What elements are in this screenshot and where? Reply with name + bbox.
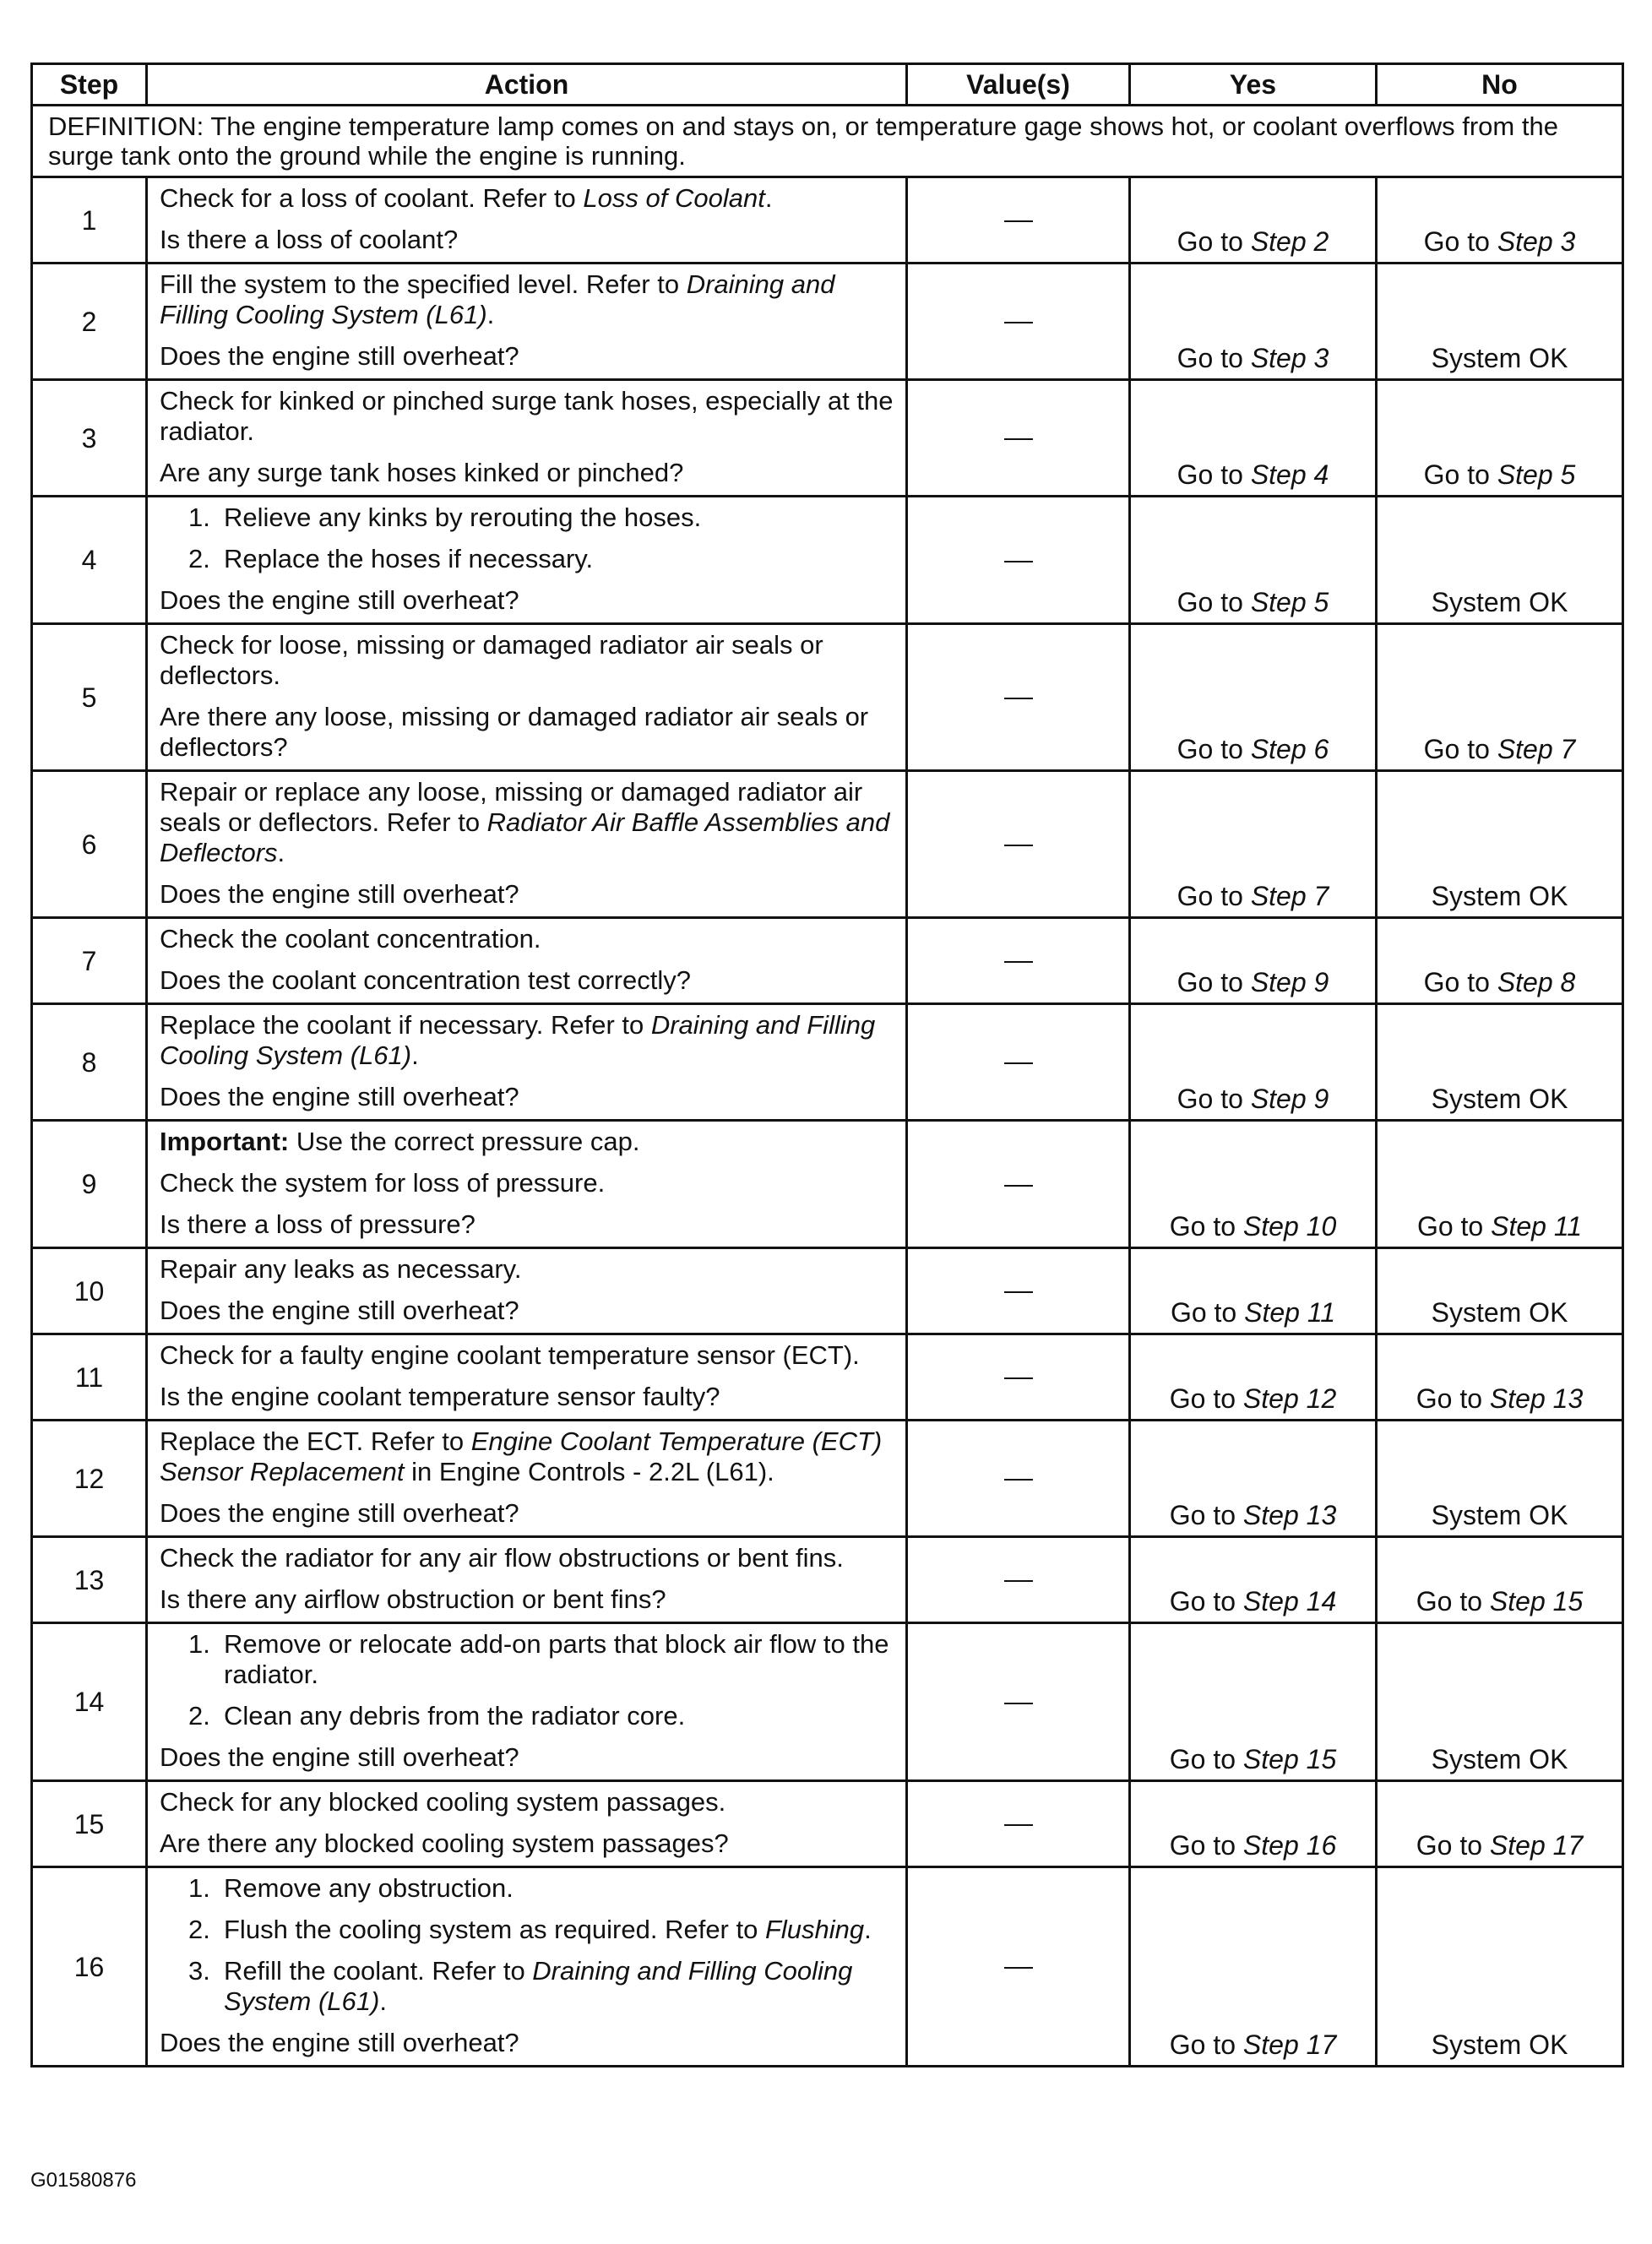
text-segment: Relieve any kinks by rerouting the hoses. xyxy=(224,503,702,532)
action-text xyxy=(160,1010,894,1071)
list-number: 1. xyxy=(188,503,210,532)
text-segment: . xyxy=(764,183,773,213)
action-cell xyxy=(147,1537,907,1623)
value-cell xyxy=(907,380,1130,497)
table-row xyxy=(32,1537,1623,1623)
action-list-item xyxy=(160,544,894,574)
yes-text: Go to xyxy=(1169,1830,1243,1861)
action-cell xyxy=(147,1867,907,2067)
yes-cell xyxy=(1130,1623,1377,1781)
no-cell xyxy=(1377,1623,1623,1781)
text-segment: Check for kinked or pinched surge tank hoses, especially at the radiator. xyxy=(160,386,894,446)
action-text xyxy=(160,1296,894,1326)
action-text xyxy=(160,924,894,954)
text-segment: Are there any blocked cooling system passages? xyxy=(160,1828,729,1858)
yes-step-reference: Step 15 xyxy=(1242,1744,1337,1774)
important-label: Important: xyxy=(160,1127,290,1156)
step-number: 4 xyxy=(32,497,147,624)
yes-text: Go to xyxy=(1169,1744,1243,1774)
action-text xyxy=(160,269,894,330)
yes-step-reference: Step 2 xyxy=(1250,226,1329,257)
value-cell xyxy=(907,1537,1130,1623)
action-text xyxy=(160,183,894,214)
yes-cell xyxy=(1130,1781,1377,1867)
list-number: 2. xyxy=(188,544,210,573)
text-segment: Remove any obstruction. xyxy=(224,1873,514,1903)
no-text: System OK xyxy=(1431,587,1568,617)
action-header: Action xyxy=(147,64,907,106)
action-text xyxy=(160,1584,894,1615)
no-cell xyxy=(1377,1421,1623,1537)
text-segment: Are there any loose, missing or damaged radiator air seals or deflectors? xyxy=(160,702,869,762)
dash-mark xyxy=(1004,1580,1033,1582)
step-number: 6 xyxy=(32,771,147,918)
yes-step-reference: Step 3 xyxy=(1250,343,1329,373)
yes-step-reference: Step 9 xyxy=(1250,1084,1329,1114)
table-row xyxy=(32,380,1623,497)
text-segment: in Engine Controls - 2.2L (L61). xyxy=(404,1457,774,1486)
value-cell xyxy=(907,624,1130,771)
yes-cell xyxy=(1130,624,1377,771)
step-number: 1 xyxy=(32,177,147,264)
action-text xyxy=(160,1127,894,1157)
yes-step-reference: Step 16 xyxy=(1242,1830,1337,1861)
no-cell xyxy=(1377,1248,1623,1334)
table-row xyxy=(32,624,1623,771)
text-segment: Is there any airflow obstruction or bent fins? xyxy=(160,1584,666,1614)
yes-cell xyxy=(1130,918,1377,1004)
no-text: System OK xyxy=(1431,2029,1568,2060)
action-cell xyxy=(147,497,907,624)
text-segment: Check the system for loss of pressure. xyxy=(160,1168,606,1198)
yes-step-reference: Step 12 xyxy=(1242,1383,1337,1414)
step-number: 9 xyxy=(32,1121,147,1248)
no-text: Go to xyxy=(1416,1383,1490,1414)
yes-text: Go to xyxy=(1169,1500,1243,1530)
action-text xyxy=(160,1082,894,1112)
step-header: Step xyxy=(32,64,147,106)
reference-link-text: Draining and Filling Cooling System (L61) xyxy=(160,269,835,329)
yes-cell xyxy=(1130,1867,1377,2067)
action-text xyxy=(160,341,894,372)
action-text xyxy=(160,1543,894,1573)
action-text xyxy=(160,630,894,691)
yes-cell xyxy=(1130,771,1377,918)
action-list-item xyxy=(160,1956,894,2017)
text-segment: . xyxy=(864,1915,872,1944)
dash-mark xyxy=(1004,1185,1033,1187)
step-number: 2 xyxy=(32,264,147,380)
table-row xyxy=(32,771,1623,918)
no-header: No xyxy=(1377,64,1623,106)
value-cell xyxy=(907,1781,1130,1867)
action-cell xyxy=(147,1334,907,1421)
action-cell xyxy=(147,1248,907,1334)
yes-text: Go to xyxy=(1170,1297,1245,1328)
action-text xyxy=(160,879,894,910)
text-segment: Does the engine still overheat? xyxy=(160,1082,519,1111)
reference-link-text: Draining and Filling Cooling System (L61) xyxy=(224,1956,853,2016)
step-number: 11 xyxy=(32,1334,147,1421)
action-text xyxy=(160,458,894,488)
text-segment: Replace the ECT. Refer to xyxy=(160,1426,471,1456)
no-step-reference: Step 13 xyxy=(1489,1383,1584,1414)
yes-text: Go to xyxy=(1169,1211,1243,1242)
text-segment: Is there a loss of coolant? xyxy=(160,225,459,254)
yes-step-reference: Step 6 xyxy=(1250,734,1329,764)
text-segment: Does the engine still overheat? xyxy=(160,1498,519,1528)
step-number: 12 xyxy=(32,1421,147,1537)
dash-mark xyxy=(1004,845,1033,846)
text-segment: Flush the cooling system as required. Refer to xyxy=(224,1915,765,1944)
no-cell xyxy=(1377,380,1623,497)
action-cell xyxy=(147,380,907,497)
no-text: System OK xyxy=(1431,1297,1568,1328)
dash-mark xyxy=(1004,1291,1033,1293)
text-segment: . xyxy=(379,1986,387,2016)
no-cell xyxy=(1377,624,1623,771)
action-text xyxy=(160,1498,894,1529)
table-row xyxy=(32,1248,1623,1334)
no-text: Go to xyxy=(1416,1830,1490,1861)
yes-step-reference: Step 17 xyxy=(1242,2029,1337,2060)
values-header: Value(s) xyxy=(907,64,1130,106)
no-text: System OK xyxy=(1431,1744,1568,1774)
yes-text: Go to xyxy=(1169,1383,1243,1414)
action-text xyxy=(160,777,894,868)
no-cell xyxy=(1377,497,1623,624)
value-cell xyxy=(907,1334,1130,1421)
dash-mark xyxy=(1004,438,1033,440)
action-cell xyxy=(147,264,907,380)
step-number: 16 xyxy=(32,1867,147,2067)
reference-link-text: Loss of Coolant xyxy=(583,183,765,213)
no-step-reference: Step 17 xyxy=(1489,1830,1584,1861)
text-segment: Check for loose, missing or damaged radiator air seals or deflectors. xyxy=(160,630,823,690)
dash-mark xyxy=(1004,561,1033,562)
no-text: Go to xyxy=(1423,967,1497,997)
list-number: 1. xyxy=(188,1629,210,1659)
text-segment: Does the engine still overheat? xyxy=(160,1296,519,1325)
no-text: Go to xyxy=(1423,734,1497,764)
step-number: 3 xyxy=(32,380,147,497)
action-text xyxy=(160,702,894,763)
action-text xyxy=(160,1340,894,1371)
figure-id: G01580876 xyxy=(30,2169,137,2192)
table-row xyxy=(32,264,1623,380)
text-segment: Remove or relocate add-on parts that block air flow to the radiator. xyxy=(224,1629,889,1689)
action-text xyxy=(160,1828,894,1859)
yes-cell xyxy=(1130,1004,1377,1121)
dash-mark xyxy=(1004,1703,1033,1704)
no-step-reference: Step 3 xyxy=(1497,226,1576,257)
yes-cell xyxy=(1130,1421,1377,1537)
value-cell xyxy=(907,1121,1130,1248)
text-segment: Are any surge tank hoses kinked or pinched? xyxy=(160,458,684,487)
yes-step-reference: Step 14 xyxy=(1242,1586,1337,1616)
action-text xyxy=(160,2028,894,2058)
yes-text: Go to xyxy=(1177,881,1251,911)
reference-link-text: Engine Coolant Temperature (ECT) Sensor Replacement xyxy=(160,1426,883,1486)
text-segment: Clean any debris from the radiator core. xyxy=(224,1701,686,1731)
value-cell xyxy=(907,1421,1130,1537)
dash-mark xyxy=(1004,698,1033,699)
value-cell xyxy=(907,771,1130,918)
yes-cell xyxy=(1130,1334,1377,1421)
value-cell xyxy=(907,1623,1130,1781)
yes-cell xyxy=(1130,380,1377,497)
step-number: 15 xyxy=(32,1781,147,1867)
no-text: Go to xyxy=(1423,459,1497,490)
dash-mark xyxy=(1004,1967,1033,1969)
action-list-item xyxy=(160,1629,894,1690)
no-cell xyxy=(1377,918,1623,1004)
definition-text: DEFINITION: The engine temperature lamp comes on and stays on, or temperature gage shows hot, or coolant overflows from the surge tank onto the ground while the engine is running. xyxy=(32,106,1623,177)
action-cell xyxy=(147,1421,907,1537)
yes-step-reference: Step 4 xyxy=(1250,459,1329,490)
action-cell xyxy=(147,1004,907,1121)
reference-link-text: Flushing xyxy=(764,1915,865,1944)
action-cell xyxy=(147,1781,907,1867)
text-segment: Does the engine still overheat? xyxy=(160,2028,519,2057)
action-cell xyxy=(147,177,907,264)
table-row xyxy=(32,1623,1623,1781)
reference-link-text: Radiator Air Baffle Assemblies and Deflectors xyxy=(160,807,890,867)
text-segment: . xyxy=(277,838,285,867)
value-cell xyxy=(907,1867,1130,2067)
no-text: Go to xyxy=(1423,226,1497,257)
table-row xyxy=(32,1781,1623,1867)
dash-mark xyxy=(1004,1479,1033,1481)
diagnostic-table xyxy=(30,62,1624,2067)
text-segment: Does the coolant concentration test correctly? xyxy=(160,965,691,995)
yes-step-reference: Step 5 xyxy=(1250,587,1329,617)
yes-header: Yes xyxy=(1130,64,1377,106)
yes-cell xyxy=(1130,1248,1377,1334)
yes-text: Go to xyxy=(1169,1586,1243,1616)
text-segment: Use the correct pressure cap. xyxy=(289,1127,640,1156)
value-cell xyxy=(907,918,1130,1004)
yes-step-reference: Step 7 xyxy=(1250,881,1329,911)
value-cell xyxy=(907,1004,1130,1121)
yes-cell xyxy=(1130,497,1377,624)
text-segment: Is the engine coolant temperature sensor faulty? xyxy=(160,1382,720,1411)
yes-text: Go to xyxy=(1169,2029,1243,2060)
yes-step-reference: Step 11 xyxy=(1244,1297,1336,1328)
no-cell xyxy=(1377,1121,1623,1248)
text-segment: Does the engine still overheat? xyxy=(160,341,519,371)
yes-text: Go to xyxy=(1177,587,1251,617)
table-row xyxy=(32,1121,1623,1248)
action-list-item xyxy=(160,1915,894,1945)
table-row xyxy=(32,918,1623,1004)
action-text xyxy=(160,1742,894,1773)
action-text xyxy=(160,386,894,447)
action-text xyxy=(160,1209,894,1240)
yes-cell xyxy=(1130,1537,1377,1623)
text-segment: Does the engine still overheat? xyxy=(160,585,519,615)
no-cell xyxy=(1377,1537,1623,1623)
no-text: System OK xyxy=(1431,881,1568,911)
table-row xyxy=(32,1421,1623,1537)
no-cell xyxy=(1377,177,1623,264)
no-cell xyxy=(1377,1781,1623,1867)
no-step-reference: Step 11 xyxy=(1491,1211,1583,1242)
no-step-reference: Step 5 xyxy=(1497,459,1576,490)
action-text xyxy=(160,1426,894,1487)
action-cell xyxy=(147,1121,907,1248)
text-segment: Refill the coolant. Refer to xyxy=(224,1956,533,1986)
list-number: 1. xyxy=(188,1873,210,1903)
no-text: Go to xyxy=(1416,1586,1490,1616)
text-segment: Replace the coolant if necessary. Refer to xyxy=(160,1010,651,1040)
text-segment: Does the engine still overheat? xyxy=(160,1742,519,1772)
action-list-item xyxy=(160,1873,894,1904)
definition-row xyxy=(32,106,1623,177)
dash-mark xyxy=(1004,961,1033,963)
text-segment: Fill the system to the specified level. Refer to xyxy=(160,269,687,299)
yes-text: Go to xyxy=(1177,1084,1251,1114)
yes-step-reference: Step 10 xyxy=(1242,1211,1337,1242)
value-cell xyxy=(907,1248,1130,1334)
text-segment: Does the engine still overheat? xyxy=(160,879,519,909)
text-segment: Repair or replace any loose, missing or damaged radiator air seals or deflectors. Refer to xyxy=(160,777,863,837)
table-row xyxy=(32,1867,1623,2067)
dash-mark xyxy=(1004,1824,1033,1826)
step-number: 8 xyxy=(32,1004,147,1121)
no-cell xyxy=(1377,771,1623,918)
dash-mark xyxy=(1004,1062,1033,1064)
no-cell xyxy=(1377,1867,1623,2067)
action-cell xyxy=(147,918,907,1004)
text-segment: . xyxy=(411,1040,419,1070)
text-segment: Check for a faulty engine coolant temperature sensor (ECT). xyxy=(160,1340,860,1370)
action-list-item xyxy=(160,503,894,533)
yes-text: Go to xyxy=(1177,459,1251,490)
yes-text: Go to xyxy=(1177,967,1251,997)
action-cell xyxy=(147,1623,907,1781)
table-row xyxy=(32,1004,1623,1121)
no-cell xyxy=(1377,1334,1623,1421)
step-number: 14 xyxy=(32,1623,147,1781)
text-segment: Check the radiator for any air flow obstructions or bent fins. xyxy=(160,1543,844,1573)
text-segment: Check the coolant concentration. xyxy=(160,924,541,954)
no-text: System OK xyxy=(1431,343,1568,373)
dash-mark xyxy=(1004,322,1033,323)
action-cell xyxy=(147,624,907,771)
text-segment: Check for a loss of coolant. Refer to xyxy=(160,183,584,213)
value-cell xyxy=(907,177,1130,264)
yes-text: Go to xyxy=(1177,734,1251,764)
action-text xyxy=(160,1254,894,1285)
list-number: 2. xyxy=(188,1701,210,1731)
no-step-reference: Step 15 xyxy=(1489,1586,1584,1616)
action-cell xyxy=(147,771,907,918)
list-number: 2. xyxy=(188,1915,210,1944)
header-row xyxy=(32,64,1623,106)
text-segment: Repair any leaks as necessary. xyxy=(160,1254,522,1284)
step-number: 7 xyxy=(32,918,147,1004)
text-segment: . xyxy=(486,300,495,329)
value-cell xyxy=(907,497,1130,624)
action-text xyxy=(160,585,894,616)
table-body xyxy=(32,106,1623,2067)
table-row xyxy=(32,1334,1623,1421)
yes-cell xyxy=(1130,177,1377,264)
action-text xyxy=(160,225,894,255)
yes-step-reference: Step 9 xyxy=(1250,967,1329,997)
dash-mark xyxy=(1004,220,1033,222)
step-number: 5 xyxy=(32,624,147,771)
yes-step-reference: Step 13 xyxy=(1242,1500,1337,1530)
text-segment: Check for any blocked cooling system passages. xyxy=(160,1787,726,1817)
table-row xyxy=(32,177,1623,264)
no-step-reference: Step 8 xyxy=(1497,967,1576,997)
no-cell xyxy=(1377,1004,1623,1121)
step-number: 10 xyxy=(32,1248,147,1334)
dash-mark xyxy=(1004,1377,1033,1379)
yes-cell xyxy=(1130,1121,1377,1248)
text-segment: Replace the hoses if necessary. xyxy=(224,544,594,573)
yes-cell xyxy=(1130,264,1377,380)
action-text xyxy=(160,1168,894,1198)
yes-text: Go to xyxy=(1177,226,1251,257)
step-number: 13 xyxy=(32,1537,147,1623)
no-text: Go to xyxy=(1416,1211,1492,1242)
action-text xyxy=(160,1787,894,1817)
yes-text: Go to xyxy=(1177,343,1251,373)
no-text: System OK xyxy=(1431,1084,1568,1114)
action-text xyxy=(160,965,894,996)
no-step-reference: Step 7 xyxy=(1497,734,1576,764)
table-row xyxy=(32,497,1623,624)
value-cell xyxy=(907,264,1130,380)
no-text: System OK xyxy=(1431,1500,1568,1530)
action-list-item xyxy=(160,1701,894,1731)
list-number: 3. xyxy=(188,1956,210,1986)
action-text xyxy=(160,1382,894,1412)
text-segment: Is there a loss of pressure? xyxy=(160,1209,475,1239)
reference-link-text: Draining and Filling Cooling System (L61) xyxy=(160,1010,876,1070)
no-cell xyxy=(1377,264,1623,380)
